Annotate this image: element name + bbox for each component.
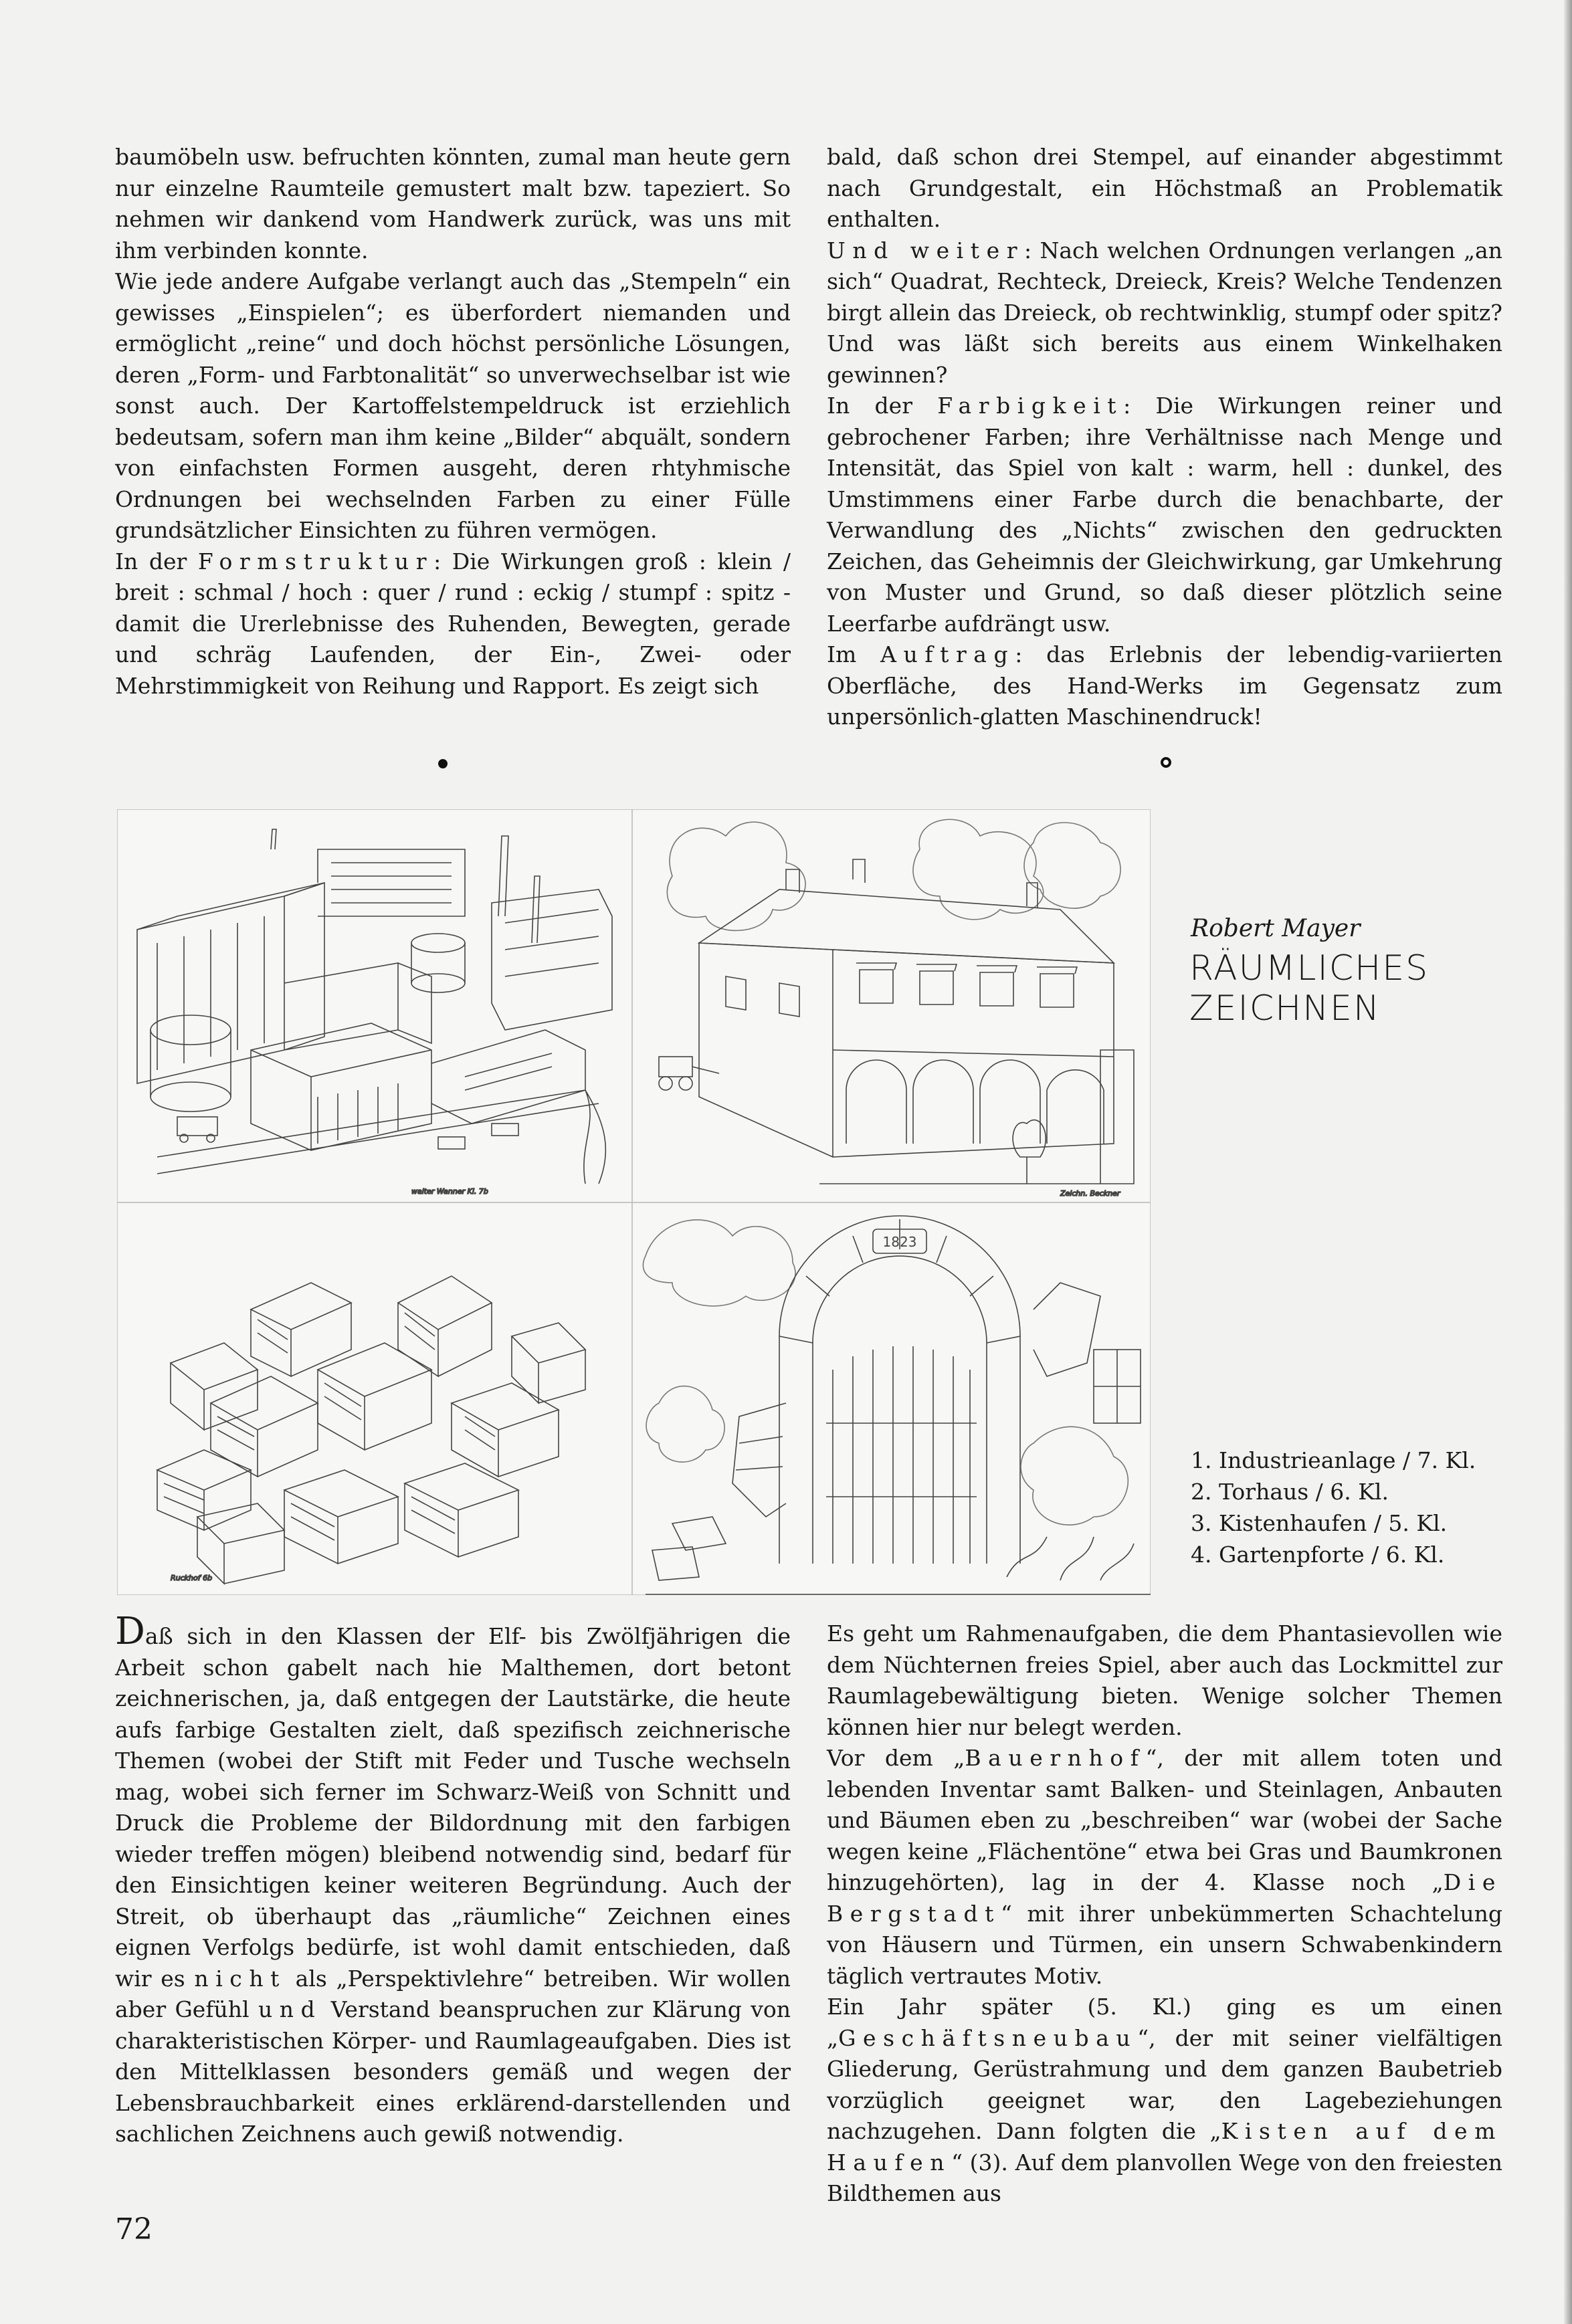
section-bullet-icon: [1161, 757, 1171, 768]
spaced-keyword: Kisten auf dem Haufen: [827, 2118, 1502, 2176]
drawing-signature: walter Wanner Kl. 7b: [411, 1187, 488, 1196]
paragraph: [827, 235, 1502, 391]
text: : Die Wirkungen groß : klein / breit : schmal / hoch : quer / rund : eckig / stumpf : spitz - damit die Urerlebnisse des Ruhenden, Bewegten, gerade und schräg Laufenden, der Ein-, Zwei- oder Mehrstimmigkeit von Reihung und Rapport. Es zeigt sich: [115, 548, 791, 699]
arch-date: 1823: [882, 1234, 917, 1250]
caption: 3. Kistenhaufen / 5. Kl.: [1191, 1510, 1448, 1536]
top-right-column: [827, 142, 1502, 733]
caption: 4. Gartenpforte / 6. Kl.: [1191, 1542, 1445, 1568]
text: Verstand beanspruchen zur Klärung von charakteristischen Körper- und Raumlageaufgaben. Dies ist den Mittelklassen besonders gemäß und wegen der Lebensbrauchbarkeit eines erklärend-darstellenden und sachlichen Zeichnens auch gewiß notwendig.: [115, 1996, 791, 2147]
text: In der: [827, 393, 912, 419]
paragraph: [115, 546, 791, 702]
paragraph: baumöbeln usw. befruchten könnten, zumal man heute gern nur einzelne Raumteile gemustert malt bzw. tapeziert. So nehmen wir dankend vom Handwerk zurück, was uns mit ihm verbinden konnte.: [115, 144, 791, 263]
gatehouse-drawing: [632, 809, 1151, 1202]
text: In der: [115, 548, 187, 574]
figure-captions: [1191, 1445, 1476, 1570]
section-bullet-icon: [438, 759, 448, 768]
text: als „Perspektivlehre“ betreiben. Wir wollen aber Gefühl: [115, 1965, 791, 2022]
caption: 2. Torhaus / 6. Kl.: [1191, 1479, 1389, 1505]
spaced-keyword: Und weiter: [827, 237, 1025, 263]
text: : Die Wirkungen reiner und gebrochener Farben; ihre Verhältnisse nach Menge und Intensität, das Spiel von kalt : warm, hell : dunkel, des Umstimmens einer Farbe durch die benachbarte, der Verwandlung des „Nichts“ zwischen den gedruckten Zeichen, das Geheimnis der Gleichwirkung, gar Umkehrung von Muster und Grund, so daß dieser plötzlich seine Leerfarbe aufdrängt usw.: [827, 393, 1502, 637]
bottom-left-column: [115, 1610, 791, 2150]
drop-cap: D: [115, 1610, 145, 1653]
industrial-plant-drawing: [117, 809, 632, 1202]
text: “ (3). Auf dem planvollen Wege von den freiesten Bildthemen aus: [827, 2149, 1502, 2206]
paragraph: bald, daß schon drei Stempel, auf einander abgestimmt nach Grundgestalt, ein Höchstmaß an Problematik enthalten.: [827, 144, 1502, 232]
paragraph: [115, 1610, 791, 2150]
crate-pile-drawing: [117, 1202, 632, 1595]
drawing-signature: Zeichn. Beckner: [1060, 1189, 1120, 1198]
page-edge: [1564, 0, 1572, 2324]
paragraph: [827, 639, 1502, 733]
text: “, der mit allem toten und lebenden Inventar samt Balken- und Steinlagen, Anbauten und Bäumen eben zu „beschreiben“ war (wobei der Sache wegen keine „Flächentöne“ etwa bei Gras und Baumkronen hinzugehörten), lag in der 4. Klasse noch „: [827, 1745, 1502, 1895]
text: Ein Jahr später (5. Kl.) ging es um einen „: [827, 1994, 1502, 2051]
bottom-right-column: [827, 1618, 1502, 2210]
page-number: 72: [115, 2212, 153, 2246]
text: : das Erlebnis der lebendig-variierten Oberfläche, des Hand-Werks im Gegensatz zum unpersönlich-glatten Maschinendruck!: [827, 641, 1502, 730]
spaced-keyword: Die Bergstadt: [827, 1869, 1502, 1927]
garden-gate-drawing: [632, 1202, 1151, 1595]
drawings-grid: [117, 809, 1151, 1595]
paragraph: [827, 1743, 1502, 1992]
article-title-line: ZEICHNEN: [1189, 988, 1381, 1029]
spaced-keyword: Auftrag: [880, 641, 1015, 667]
drawing-signature: Ruckhof 6b: [171, 1574, 213, 1582]
paragraph: Wie jede andere Aufgabe verlangt auch das „Stempeln“ ein gewisses „Einspielen“; es überfordert niemanden und ermöglicht „reine“ und doch höchst persönliche Lösungen, deren „Form- und Farbtonalität“ so unverwechselbar ist wie sonst auch. Der Kartoffelstempeldruck ist erziehlich bedeutsam, sofern man ihm keine „Bilder“ abquält, sondern von einfachsten Formen ausgeht, deren rhtyhmische Ordnungen bei wechselnden Farben zu einer Fülle grundsätzlicher Einsichten zu führen vermögen.: [115, 268, 791, 543]
spaced-keyword: Bauernhof: [965, 1745, 1146, 1771]
spaced-keyword: Farbigkeit: [937, 393, 1124, 419]
text: “, der mit seiner vielfältigen Gliederung, Gerüstrahmung und dem ganzen Baubetrieb vorzüglich geeignet war, den Lagebeziehungen nachzugehen. Dann folgten die „: [827, 2024, 1502, 2144]
spaced-keyword: nicht: [194, 1965, 286, 1992]
article-title-line: RÄUMLICHES: [1189, 948, 1430, 988]
paragraph: Es geht um Rahmenaufgaben, die dem Phantasievollen wie dem Nüchternen freies Spiel, aber auch das Lockmittel zur Raumlagebewältigung bieten. Wenige solcher Themen können hier nur belegt werden.: [827, 1620, 1502, 1740]
article-title: [1189, 948, 1429, 1029]
text: : Nach welchen Ordnungen verlangen „an sich“ Quadrat, Rechteck, Dreieck, Kreis? Welche Tendenzen birgt allein das Dreieck, ob rechtwinklig, stumpf oder spitz? Und was läßt sich bereits aus einem Winkelhaken gewinnen?: [827, 237, 1502, 388]
spaced-keyword: und: [258, 1996, 322, 2022]
article-author: Robert Mayer: [1191, 915, 1361, 942]
text: Vor dem „: [827, 1745, 965, 1771]
paragraph: [827, 1992, 1502, 2210]
text: aß sich in den Klassen der Elf- bis Zwölfjährigen die Arbeit schon gabelt nach hie Malthemen, dort betont zeichnerischen, ja, daß entgegen der Lautstärke, die heute aufs farbige Gestalten zielt, daß spezifisch zeichnerische Themen (wobei der Stift mit Feder und Tusche wechseln mag, wobei sich ferner im Schwarz-Weiß von Schnitt und Druck die Probleme der Bildordnung mit den farbigen wieder treffen mögen) bleibend notwendig sind, bedarf für den Einsichtigen keiner weiteren Begründung. Auch der Streit, ob überhaupt das „räumliche“ Zeichnen eines eignen Verfolgs bedürfe, ist wohl damit entschieden, daß wir es: [115, 1623, 791, 1992]
caption: 1. Industrieanlage / 7. Kl.: [1191, 1447, 1476, 1473]
spaced-keyword: Formstruktur: [197, 548, 434, 574]
spaced-keyword: Geschäftsneubau: [838, 2024, 1138, 2051]
text: Im: [827, 641, 857, 667]
top-left-column: [115, 142, 791, 702]
paragraph: [827, 391, 1502, 639]
text: “ mit ihrer unbekümmerten Schachtelung von Häusern und Türmen, ein unsern Schwabenkindern täglich vertrautes Motiv.: [827, 1900, 1502, 1989]
